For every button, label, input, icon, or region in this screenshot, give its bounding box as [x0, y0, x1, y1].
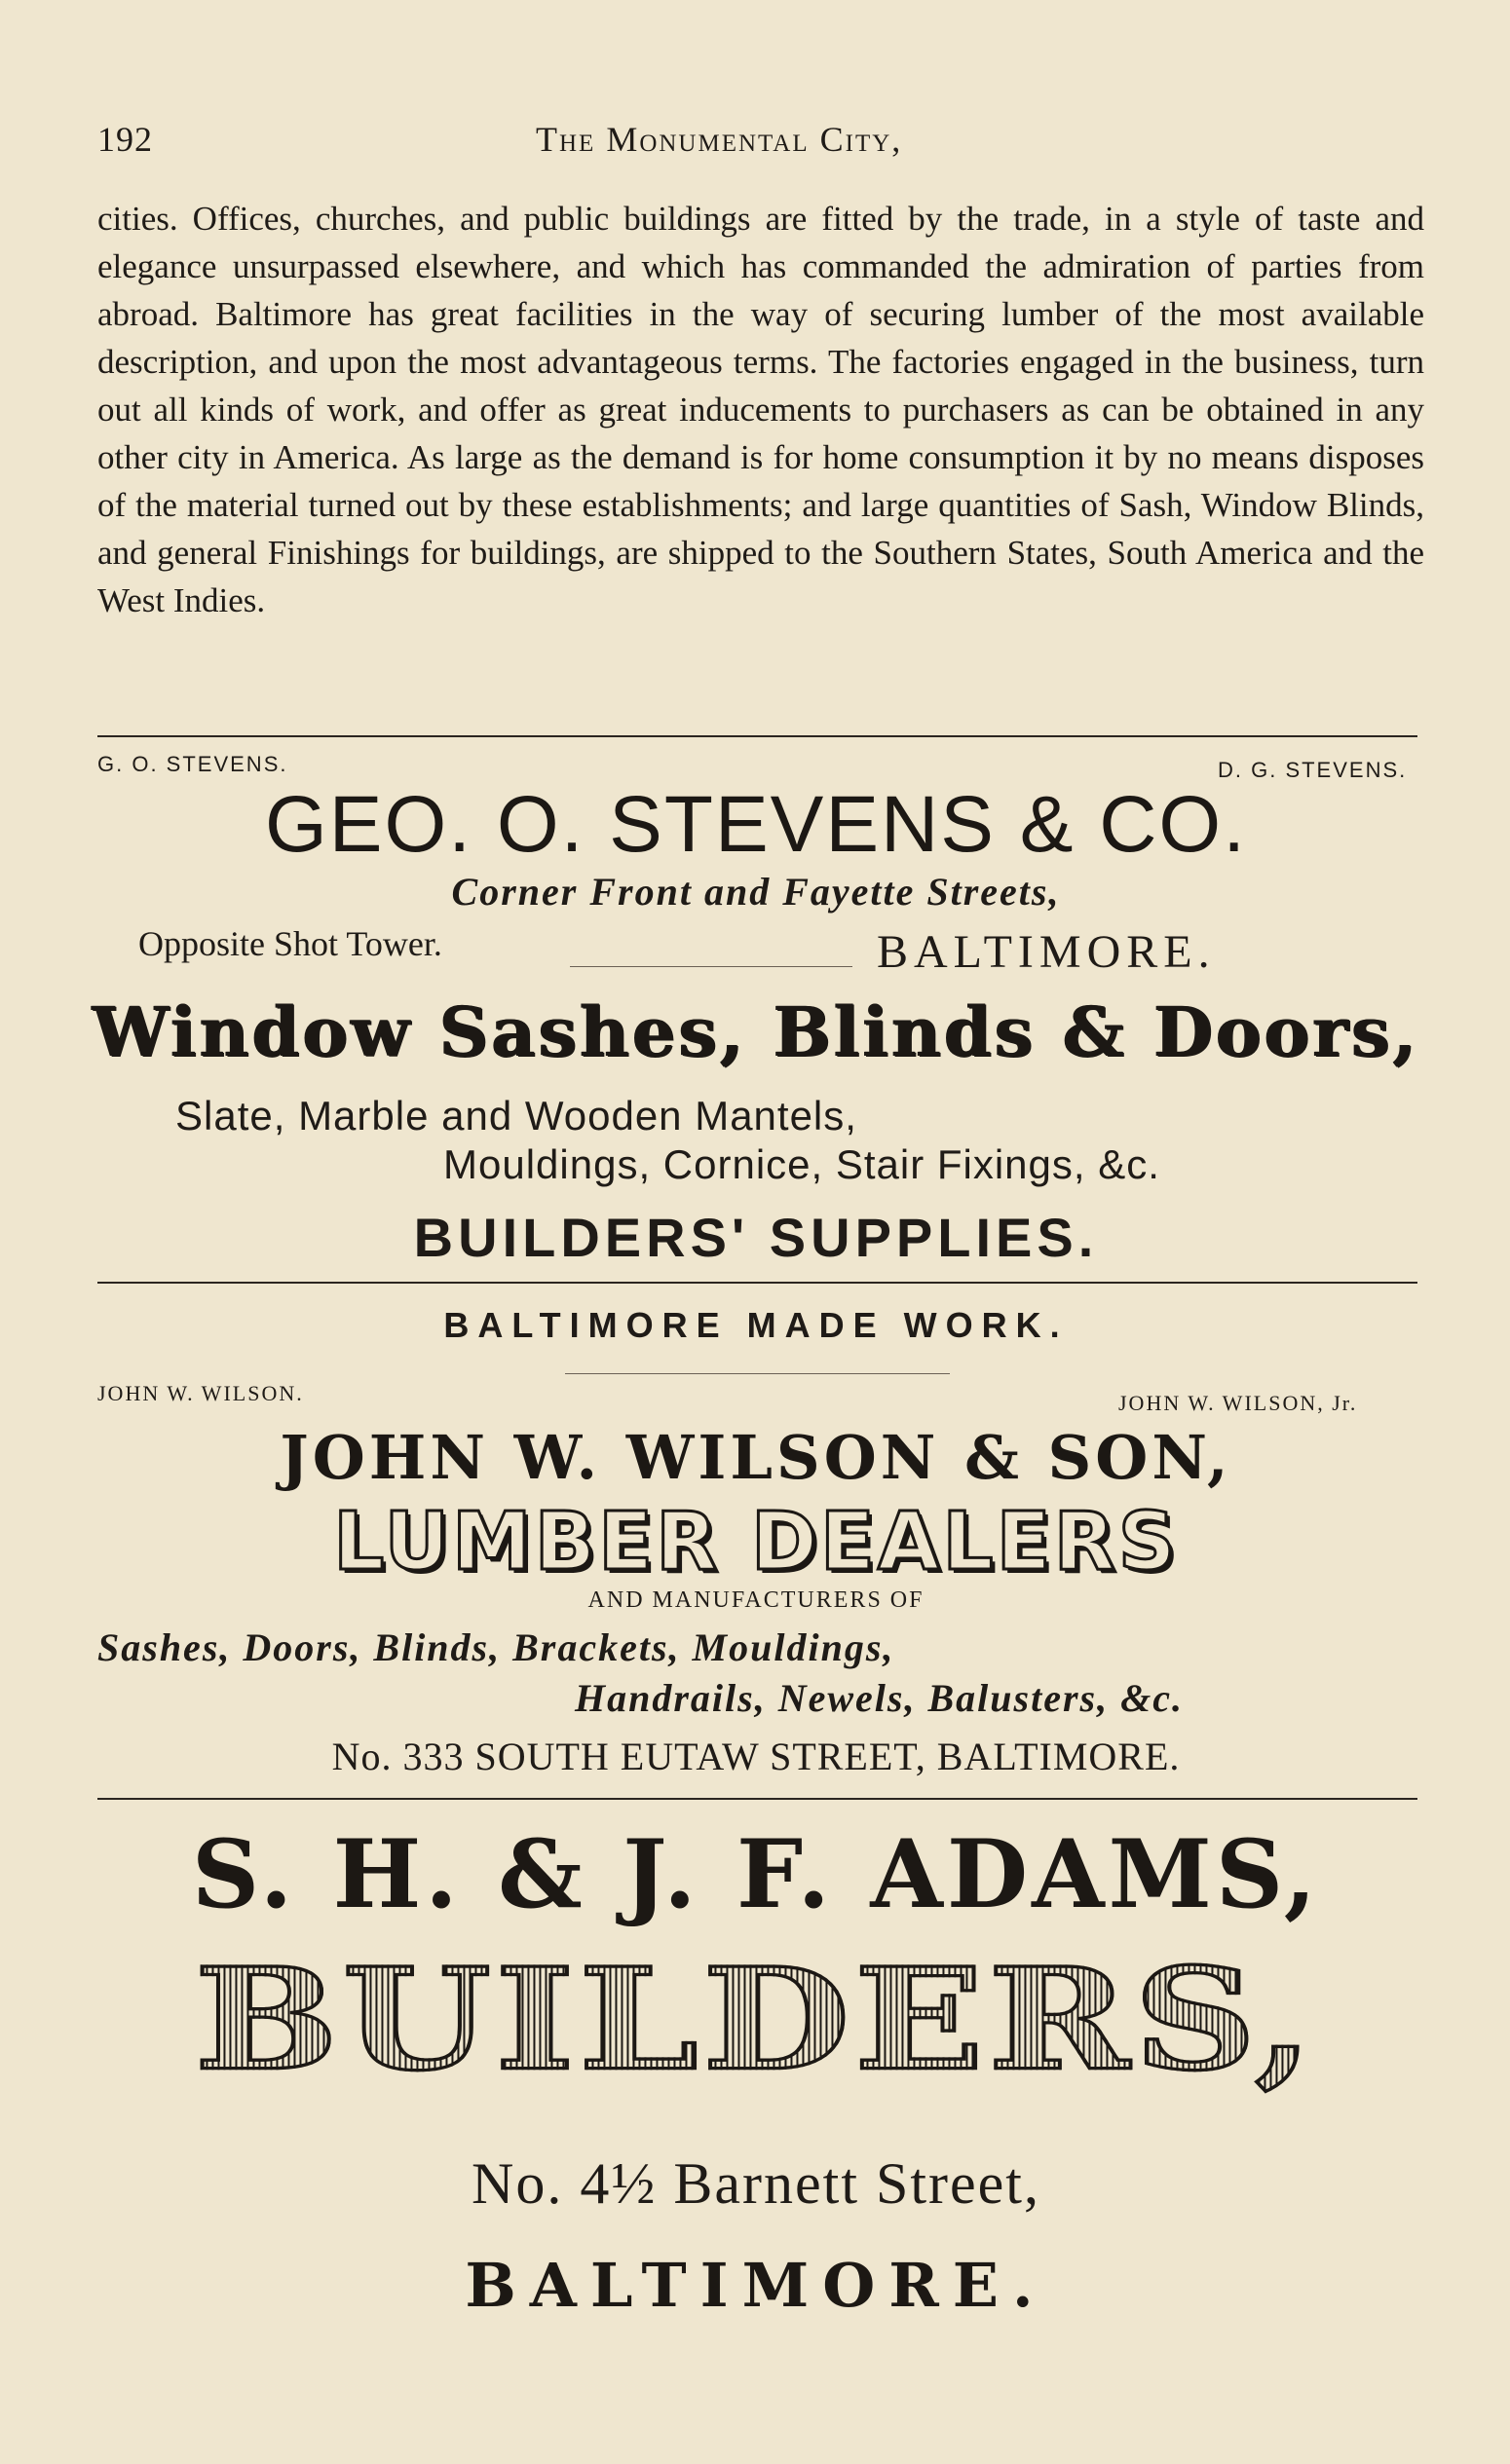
- stevens-short-rule: [570, 966, 852, 967]
- divider-top: [97, 735, 1417, 737]
- wilson-lumber-dealers: LUMBER DEALERS: [333, 1496, 1179, 1588]
- wilson-products-line2: Handrails, Newels, Balusters, &c.: [575, 1676, 1184, 1720]
- wilson-products-line1: Sashes, Doors, Blinds, Brackets, Mouldings,: [97, 1625, 895, 1669]
- stevens-address: Corner Front and Fayette Streets,: [451, 870, 1061, 914]
- stevens-line-mantels: Slate, Marble and Wooden Mantels,: [175, 1093, 857, 1139]
- adams-builders-heading: BUILDERS,: [194, 1938, 1318, 2103]
- stevens-company-name: GEO. O. STEVENS & CO.: [265, 780, 1247, 869]
- adams-address: No. 4½ Barnett Street,: [472, 2151, 1040, 2216]
- wilson-subheading: AND MANUFACTURERS OF: [587, 1587, 925, 1613]
- stevens-landmark: Opposite Shot Tower.: [138, 924, 442, 963]
- stevens-city: BALTIMORE.: [877, 926, 1216, 978]
- intro-paragraph: cities. Offices, churches, and public buildings are fitted by the trade, in a style of taste and elegance unsurpassed elsewhere, and which has commanded the admiration of parties from abroad. Baltimore has great facilities in the way of securing lumber of the most available description, and upon the most advantageous terms. The factories engaged in the business, turn out all kinds of work, and offer as great inducements to purchasers as can be obtained in any other city in America. As large as the demand is for home consumption it by no means disposes of the material turned out by these establishments; and large quantities of Sash, Window Blinds, and general Finishings for buildings, are shipped to the Southern States, South America and the West Indies.: [97, 200, 1424, 619]
- wilson-short-rule: [565, 1373, 950, 1374]
- stevens-line-mouldings: Mouldings, Cornice, Stair Fixings, &c.: [443, 1141, 1160, 1187]
- stevens-products-heading: Window Sashes, Blinds & Doors,: [92, 991, 1420, 1072]
- adams-company-name: S. H. & J. F. ADAMS,: [191, 1819, 1321, 1929]
- page-number: 192: [97, 120, 153, 159]
- page-header: [97, 119, 1424, 162]
- stevens-right-name: D. G. STEVENS.: [1218, 758, 1408, 782]
- stevens-left-name: G. O. STEVENS.: [97, 752, 288, 776]
- baltimore-made-work: BALTIMORE MADE WORK.: [443, 1305, 1069, 1345]
- adams-city: BALTIMORE.: [465, 2250, 1047, 2321]
- wilson-right-name: JOHN W. WILSON, Jr.: [1118, 1391, 1358, 1415]
- wilson-left-name: JOHN W. WILSON.: [97, 1381, 304, 1405]
- divider-wilson-bottom: [97, 1798, 1417, 1800]
- wilson-address: No. 333 SOUTH EUTAW STREET, BALTIMORE.: [331, 1735, 1181, 1778]
- running-head: The Monumental City,: [536, 120, 903, 159]
- divider-stevens-bottom: [97, 1282, 1417, 1284]
- wilson-company-name: JOHN W. WILSON & SON,: [280, 1422, 1232, 1493]
- stevens-builders-supplies: BUILDERS' SUPPLIES.: [413, 1207, 1099, 1268]
